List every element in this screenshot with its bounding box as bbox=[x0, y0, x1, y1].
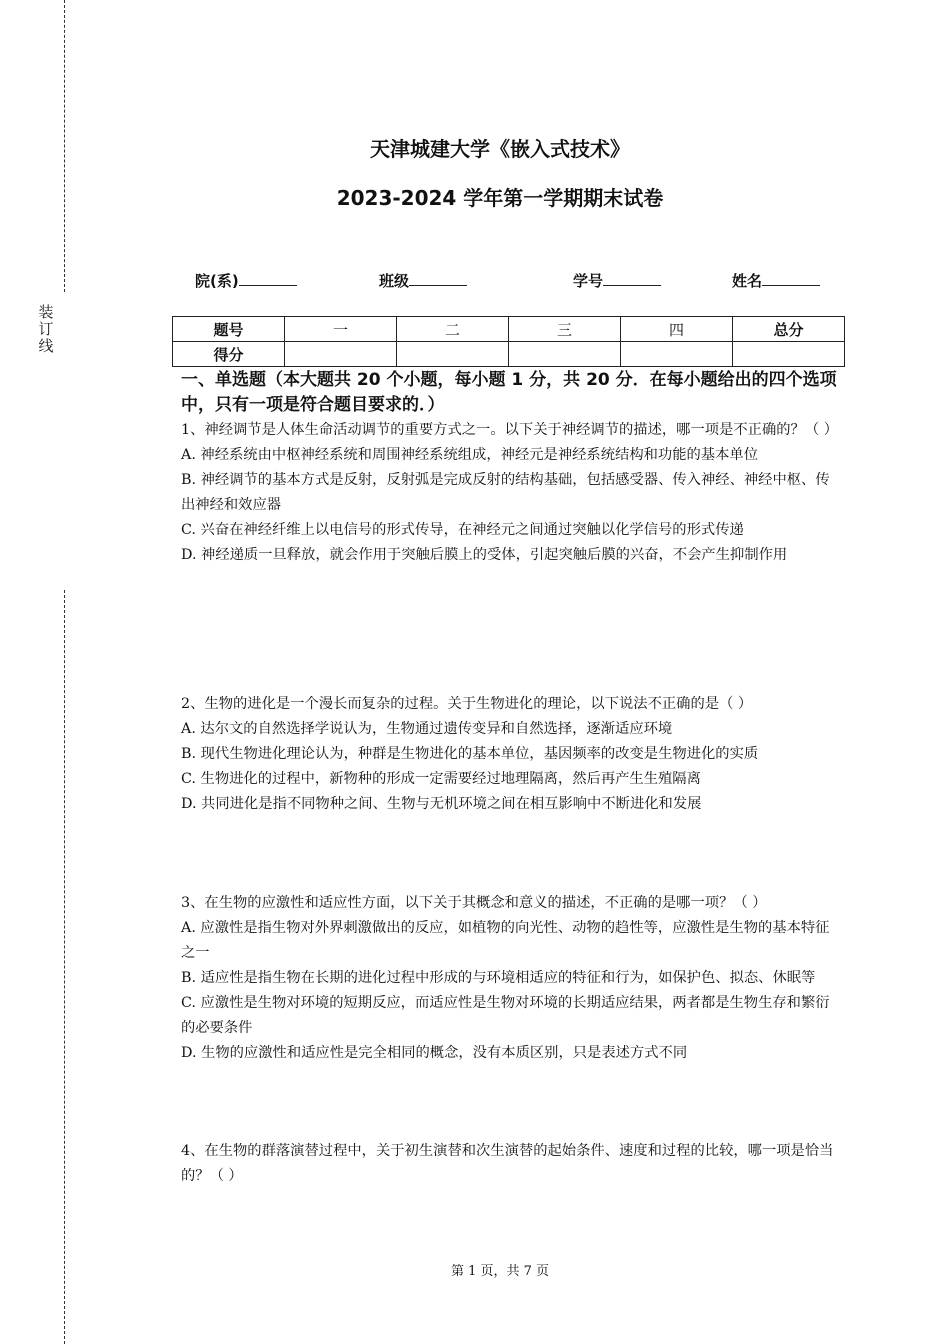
score-table-header-row bbox=[173, 317, 845, 342]
question-stem: 2、生物的进化是一个漫长而复杂的过程。关于生物进化的理论，以下说法不正确的是（ ） bbox=[181, 696, 753, 712]
question-1 bbox=[181, 418, 841, 568]
option-d: D. 神经递质一旦释放，就会作用于突触后膜上的受体，引起突触后膜的兴奋，不会产生抑制作用 bbox=[181, 547, 788, 563]
score-table-col-1: 一 bbox=[285, 317, 397, 342]
class-blank[interactable] bbox=[409, 271, 467, 286]
score-table-score-label: 得分 bbox=[173, 342, 285, 367]
score-cell[interactable] bbox=[621, 342, 733, 367]
score-table-col-4: 四 bbox=[621, 317, 733, 342]
binding-char: 线 bbox=[38, 337, 54, 355]
option-b: B. 适应性是指生物在长期的进化过程中形成的与环境相适应的特征和行为，如保护色、拟态、休眠等 bbox=[181, 970, 816, 986]
option-d: D. 共同进化是指不同物种之间、生物与无机环境之间在相互影响中不断进化和发展 bbox=[181, 796, 702, 812]
option-b: B. 现代生物进化理论认为，种群是生物进化的基本单位，基因频率的改变是生物进化的实质 bbox=[181, 746, 759, 762]
section-heading: 一、单选题（本大题共 20 个小题，每小题 1 分，共 20 分．在每小题给出的四个选项中，只有一项是符合题目要求的．） bbox=[181, 370, 837, 415]
score-table bbox=[172, 316, 845, 367]
exam-subtitle: 2023-2024 学年第一学期期末试卷 bbox=[336, 186, 664, 210]
question-stem: 3、在生物的应激性和适应性方面，以下关于其概念和意义的描述，不正确的是哪一项？（ ） bbox=[181, 895, 767, 911]
score-cell[interactable] bbox=[397, 342, 509, 367]
student-id-label: 学号 bbox=[573, 272, 604, 290]
student-id-blank[interactable] bbox=[603, 271, 661, 286]
binding-dashed-line-bottom bbox=[64, 590, 65, 1344]
option-c: C. 兴奋在神经纤维上以电信号的形式传导，在神经元之间通过突触以化学信号的形式传递 bbox=[181, 522, 744, 538]
class-field bbox=[379, 270, 467, 291]
question-3 bbox=[181, 891, 841, 1066]
question-2 bbox=[181, 692, 841, 817]
score-cell[interactable] bbox=[509, 342, 621, 367]
option-a: A. 神经系统由中枢神经系统和周围神经系统组成，神经元是神经系统结构和功能的基本单位 bbox=[181, 447, 758, 463]
option-b: B. 神经调节的基本方式是反射，反射弧是完成反射的结构基础，包括感受器、传入神经、神经中枢、传出神经和效应器 bbox=[181, 472, 830, 513]
class-label: 班级 bbox=[379, 272, 410, 290]
name-label: 姓名 bbox=[732, 272, 763, 290]
name-field bbox=[732, 270, 820, 291]
question-4 bbox=[181, 1139, 841, 1189]
score-cell-total[interactable] bbox=[733, 342, 845, 367]
question-stem: 4、在生物的群落演替过程中，关于初生演替和次生演替的起始条件、速度和过程的比较，哪一项是恰当的？（ ） bbox=[181, 1143, 834, 1184]
option-c: C. 生物进化的过程中，新物种的形成一定需要经过地理隔离，然后再产生生殖隔离 bbox=[181, 771, 701, 787]
department-blank[interactable] bbox=[239, 271, 297, 286]
binding-char: 装 bbox=[38, 303, 54, 321]
score-table-col-total: 总分 bbox=[733, 317, 845, 342]
score-table-score-row bbox=[173, 342, 845, 367]
option-d: D. 生物的应激性和适应性是完全相同的概念，没有本质区别，只是表述方式不同 bbox=[181, 1045, 688, 1061]
page-number: 第 1 页，共 7 页 bbox=[450, 1264, 550, 1279]
score-table-col-2: 二 bbox=[397, 317, 509, 342]
option-a: A. 达尔文的自然选择学说认为，生物通过遗传变异和自然选择，逐渐适应环境 bbox=[181, 721, 673, 737]
score-cell[interactable] bbox=[285, 342, 397, 367]
binding-char: 订 bbox=[38, 320, 54, 338]
score-table-col-3: 三 bbox=[509, 317, 621, 342]
question-stem: 1、神经调节是人体生命活动调节的重要方式之一。以下关于神经调节的描述，哪一项是不正确的？（ ） bbox=[181, 422, 838, 438]
department-field bbox=[195, 270, 297, 291]
name-blank[interactable] bbox=[762, 271, 820, 286]
option-a: A. 应激性是指生物对外界刺激做出的反应，如植物的向光性、动物的趋性等，应激性是生物的基本特征之一 bbox=[181, 920, 830, 961]
exam-title: 天津城建大学《嵌入式技术》 bbox=[370, 137, 630, 161]
binding-line-label bbox=[37, 304, 55, 355]
department-label: 院(系) bbox=[195, 272, 239, 290]
option-c: C. 应激性是生物对环境的短期反应，而适应性是生物对环境的长期适应结果，两者都是生物生存和繁衍的必要条件 bbox=[181, 995, 830, 1036]
student-id-field bbox=[573, 270, 661, 291]
score-table-header-label: 题号 bbox=[173, 317, 285, 342]
